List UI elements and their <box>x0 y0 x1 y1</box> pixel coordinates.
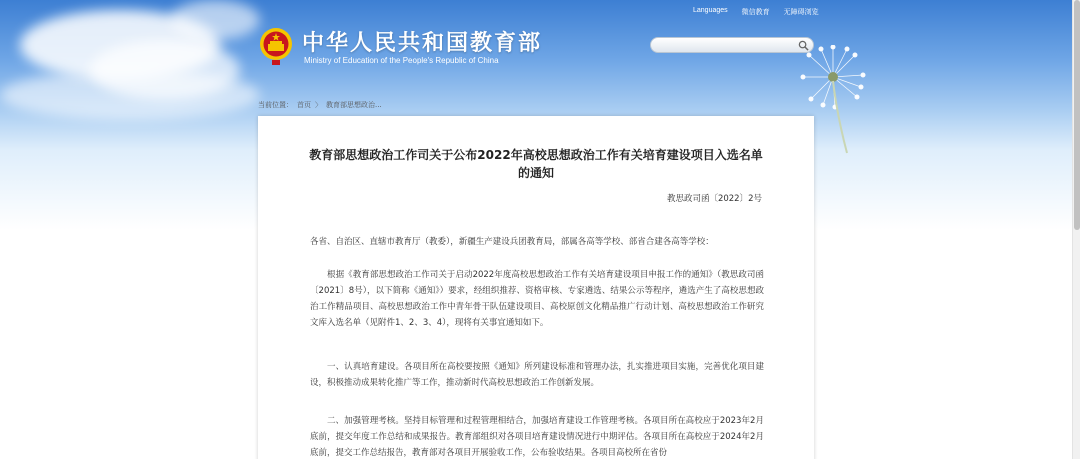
page-scrollbar[interactable] <box>1072 0 1080 459</box>
breadcrumb-home-link[interactable]: 首页 <box>297 101 311 109</box>
search-box <box>650 37 814 53</box>
article-paragraph: 一、认真培育建设。各项目所在高校要按照《通知》所列建设标准和管理办法，扎实推进项目实施，完善优化项目建设，积极推动成果转化推广等工作，推动新时代高校思想政治工作创新发展。 <box>310 362 764 388</box>
accessibility-link[interactable]: 无障碍浏览 <box>783 9 819 16</box>
article-title: 教育部思想政治工作司关于公布2022年高校思想政治工作有关培育建设项目入选名单的通知 <box>309 148 763 180</box>
cloud-decoration <box>90 40 240 100</box>
languages-link[interactable]: Languages <box>693 7 728 14</box>
search-icon[interactable] <box>798 40 809 51</box>
national-emblem-icon <box>258 26 294 66</box>
site-title[interactable]: 中华人民共和国教育部 <box>302 31 543 56</box>
search-input[interactable] <box>657 39 797 51</box>
article-paragraph: 二、加强管理考核。坚持目标管理和过程管理相结合，加强培育建设工作管理考核。各项目所在高校应于2023年2月底前，提交年度工作总结和成果报告。教育部组织对各项目培育建设情况进行中期评估。各项目所在高校应于2024年2月底前，提交工作总结报告，教育部对各项目开展验收工作，公布验收结果。各项目高校所在省份 <box>310 416 764 458</box>
article-paragraph: 根据《教育部思想政治工作司关于启动2022年度高校思想政治工作有关培育建设项目申报工作的通知》（教思政司函〔2021〕8号），以下简称《通知》）要求，经组织推荐、资格审核、专家遴选、结果公示等程序，遴选产生了高校思想政治工作精品项目、高校思想政治工作中青年骨干队伍建设项目、高校原创文化精品推广行动计划、高校思想政治工作研究文库入选名单（见附件1、2、3、4），现将有关事宜通知如下。 <box>310 270 764 328</box>
document-number: 教思政司函〔2022〕2号 <box>666 194 762 204</box>
breadcrumb <box>258 100 382 110</box>
top-links <box>693 7 819 17</box>
wechat-link[interactable]: 微信教育 <box>741 9 770 16</box>
site-subtitle: Ministry of Education of the People's Republic of China <box>304 56 499 65</box>
article-salutation: 各省、自治区、直辖市教育厅（教委），新疆生产建设兵团教育局，部属各高等学校、部省合建各高等学校： <box>310 237 714 247</box>
cloud-decoration <box>170 0 260 40</box>
breadcrumb-separator: 〉 <box>315 101 322 109</box>
breadcrumb-prefix: 当前位置： <box>258 101 293 109</box>
scrollbar-thumb[interactable] <box>1074 0 1080 230</box>
article-panel <box>258 116 814 459</box>
breadcrumb-current[interactable]: 教育部思想政治... <box>326 101 382 109</box>
